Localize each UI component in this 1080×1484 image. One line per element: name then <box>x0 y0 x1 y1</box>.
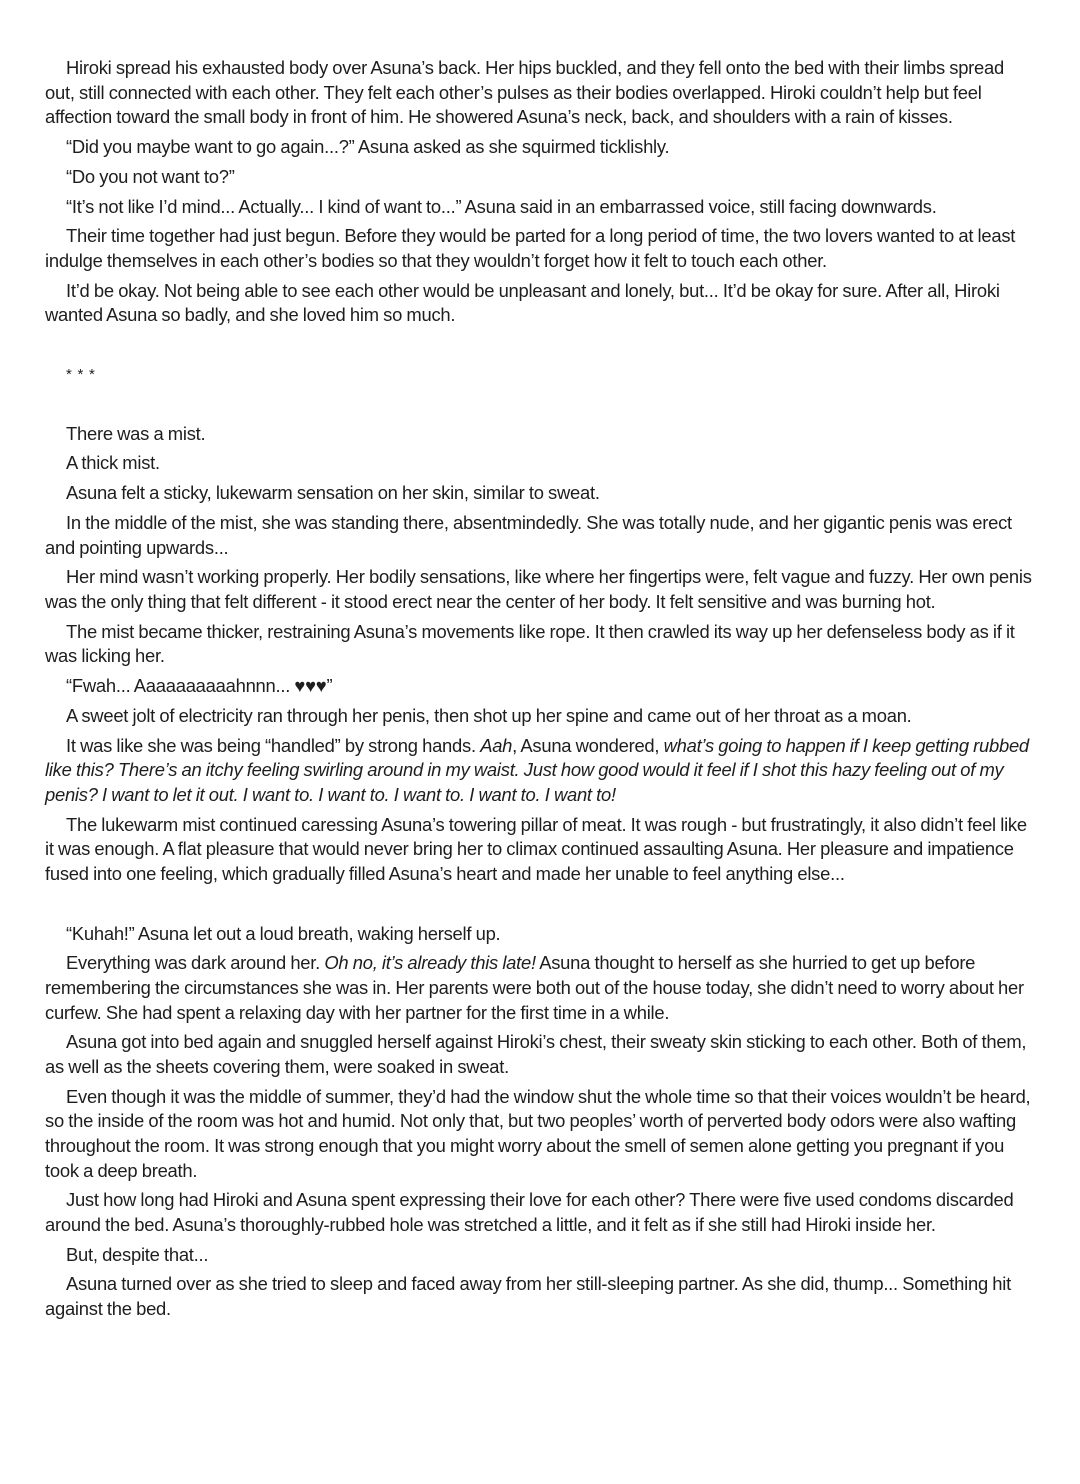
paragraph <box>45 565 1037 614</box>
paragraph <box>45 195 1037 220</box>
paragraph <box>45 165 1037 190</box>
paragraph <box>45 1030 1037 1079</box>
text: The mist became thicker, restraining Asuna’s movements like rope. It then crawled its way up her defenseless body as if it was licking her. <box>45 620 1015 667</box>
paragraph <box>45 1188 1037 1237</box>
paragraph <box>45 135 1037 160</box>
paragraph <box>45 1272 1037 1321</box>
paragraph <box>45 422 1037 447</box>
blank-space <box>45 892 1037 922</box>
paragraph <box>45 704 1037 729</box>
text: Asuna thought to herself as she hurried to get up before remembering the circumstances she was in. Her parents were both out of the house today, she didn’t need to worry about her curfew. She had spent a relaxing day with her partner for the first time in a while. <box>45 952 1024 1023</box>
text: It’d be okay. Not being able to see each other would be unpleasant and lonely, but... It’d be okay for sure. After all, Hiroki wanted Asuna so badly, and she loved him so much. <box>45 279 1000 326</box>
text: “It’s not like I’d mind... Actually... I kind of want to...” Asuna said in an embarrassed voice, still facing downwards. <box>66 195 937 217</box>
blank-space <box>45 388 1037 422</box>
paragraph <box>45 1243 1037 1268</box>
paragraph <box>45 1085 1037 1183</box>
text: Just how long had Hiroki and Asuna spent expressing their love for each other? There were five used condoms discarded around the bed. Asuna’s thoroughly-rubbed hole was stretched a little, and it felt as if she still had Hiroki inside her. <box>45 1189 1014 1235</box>
text: Asuna got into bed again and snuggled herself against Hiroki’s chest, their sweaty skin sticking to each other. Both of them, as well as the sheets covering them, were soaked in sweat. <box>45 1031 1027 1077</box>
text: Even though it was the middle of summer, they’d had the window shut the whole time so that their voices wouldn’t be heard, so the inside of the room was hot and humid. Not only that, but two peoples’ worth of perverted body odors were also wafting throughout the room. It was strong enough that you might worry about the smell of semen alone getting you pregnant if you took a deep breath. <box>45 1085 1031 1181</box>
text: Hiroki spread his exhausted body over Asuna’s back. Her hips buckled, and they fell onto the bed with their limbs spread out, still connected with each other. They felt each other’s pulses as their bodies overlapped. Hiroki couldn’t help but feel affection toward the small body in front of him. He showered Asuna’s neck, back, and shoulders with a rain of kisses. <box>45 57 1004 128</box>
text: Asuna felt a sticky, lukewarm sensation on her skin, similar to sweat. <box>66 482 600 504</box>
text: “Kuhah!” Asuna let out a loud breath, waking herself up. <box>66 922 501 944</box>
text: Asuna turned over as she tried to sleep and faced away from her still-sleeping partner. As she did, thump... Something hit against the bed. <box>45 1273 1011 1320</box>
text: , Asuna wondered, <box>512 734 664 756</box>
italic-text: Oh no, it’s already this late! <box>324 952 536 974</box>
paragraph <box>45 481 1037 506</box>
text: A thick mist. <box>66 452 160 474</box>
italic-text: what’s going to happen if I keep getting rubbed like this? There’s an itchy feeling swirling around in my waist. Just how good would it feel if I shot this hazy feeling out of my penis? I want to let it out. I want to. I want to. I want to. I want to. I want to! <box>45 734 1029 805</box>
text: There was a mist. <box>66 422 206 444</box>
text: “Fwah... Aaaaaaaaaahnnn... ♥♥♥” <box>66 675 333 697</box>
paragraph <box>45 224 1037 273</box>
text: “Do you not want to?” <box>66 165 235 187</box>
paragraph <box>45 951 1037 1025</box>
text: “Did you maybe want to go again...?” Asuna asked as she squirmed ticklishly. <box>66 135 670 157</box>
paragraph <box>45 620 1037 669</box>
text: But, despite that... <box>66 1243 209 1265</box>
paragraph <box>45 56 1037 130</box>
text: Everything was dark around her. <box>66 952 325 974</box>
document-page <box>45 56 1037 1327</box>
scene-break: * * * <box>66 366 96 384</box>
paragraph <box>45 674 1037 699</box>
paragraph <box>45 734 1037 808</box>
paragraph <box>45 511 1037 560</box>
text: It was like she was being “handled” by strong hands. <box>66 734 481 756</box>
text: Their time together had just begun. Before they would be parted for a long period of time, the two lovers wanted to at least indulge themselves in each other’s bodies so that they wouldn’t forget how it felt to touch each other. <box>45 225 1016 271</box>
paragraph <box>45 813 1037 887</box>
blank-space <box>45 333 1037 363</box>
paragraph <box>45 451 1037 476</box>
italic-text: Aah <box>480 734 513 756</box>
text: In the middle of the mist, she was standing there, absentmindedly. She was totally nude, and her gigantic penis was erect and pointing upwards... <box>45 512 1012 558</box>
paragraph <box>45 922 1037 947</box>
paragraph <box>45 279 1037 328</box>
text: The lukewarm mist continued caressing Asuna’s towering pillar of meat. It was rough - but frustratingly, it also didn’t feel like it was enough. A flat pleasure that would never bring her to climax continued assaulting Asuna. Her pleasure and impatience fused into one feeling, which gradually filled Asuna’s heart and made her unable to feel anything else... <box>45 813 1027 884</box>
text: A sweet jolt of electricity ran through her penis, then shot up her spine and came out of her throat as a moan. <box>66 704 912 726</box>
text: Her mind wasn’t working properly. Her bodily sensations, like where her fingertips were, felt vague and fuzzy. Her own penis was the only thing that felt different - it stood erect near the center of her body. It felt sensitive and was burning hot. <box>45 566 1032 612</box>
